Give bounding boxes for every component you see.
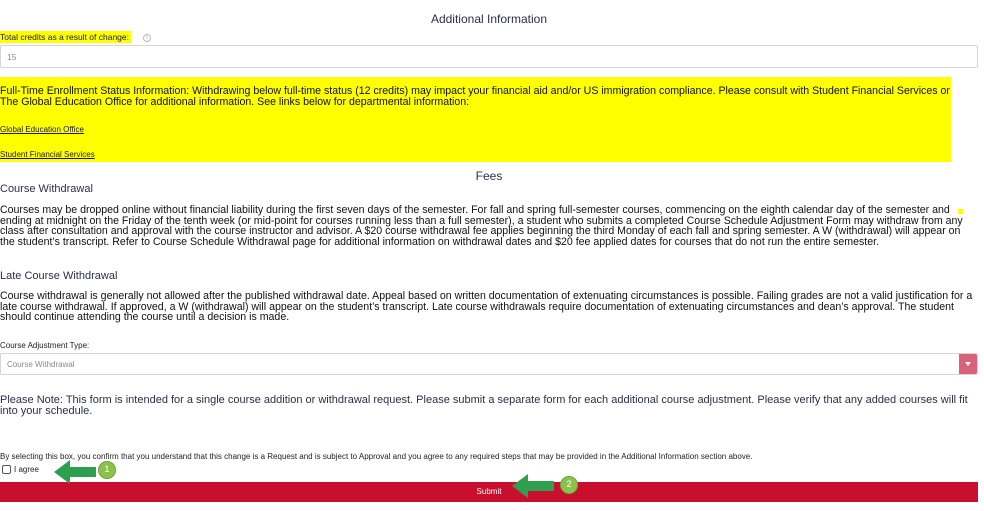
adjustment-type-select[interactable]: [0, 353, 978, 375]
global-education-office-link[interactable]: Global Education Office: [0, 125, 84, 134]
adjustment-type-label: Course Adjustment Type:: [0, 341, 90, 350]
total-credits-input[interactable]: [0, 45, 978, 68]
single-request-note: Please Note: This form is intended for a single course addition or withdrawal request. Please submit a separate form for each additional course adjustment. Please verify that any added courses will fit into your schedule.: [0, 394, 968, 417]
fees-title: Fees: [475, 169, 503, 183]
highlight-marker: [958, 209, 963, 214]
enrollment-status-notice: [0, 77, 951, 162]
confirmation-text: By selecting this box, you confirm that you understand that this change is a Request and is subject to Approval and you agree to any required steps that may be provided in the Additional Information section above.: [0, 452, 753, 461]
enrollment-status-text: Full-Time Enrollment Status Information: Withdrawing below full-time status (12 credits) may impact your financial aid and/or US immigration compliance. Please consult with Student Financial Services or The Global Education Office for additional information. See links below for departmental information:: [0, 85, 950, 108]
late-withdrawal-text: Course withdrawal is generally not allowed after the published withdrawal date. Appeal based on written documentation of extenuating circumstances is possible. Failing grades are not a valid justification for a late course withdrawal. If approved, a W (withdrawal) will appear on the student’s transcript. Late course withdrawals require documentation of extenuating circumstances and dean’s approval. The student should continue attending the course until a decision is made.: [0, 290, 973, 323]
total-credits-label: Total credits as a result of change:: [0, 32, 129, 42]
submit-button[interactable]: Submit: [0, 482, 978, 502]
agree-checkbox[interactable]: [2, 465, 11, 474]
agree-checkbox-label[interactable]: I agree: [14, 465, 39, 474]
course-withdrawal-text: Courses may be dropped online without financial liability during the first seven days of the semester. For fall and spring full-semester courses, commencing on the eighth calendar day of the semester and ending at midnight on the Friday of the tenth week (or mid-point for courses running less than a full semester), a student who submits a completed Course Schedule Adjustment Form may withdraw from any class after consultation and approval with the course instructor and advisor. A $20 course withdrawal fee applies beginning the third Monday of each fall and spring semester. A W (withdrawal) will appear on the student’s transcript. Refer to Course Schedule Withdrawal page for additional information on withdrawal dates and $20 fee applied dates for courses that do not run the entire semester.: [0, 204, 963, 248]
info-icon[interactable]: i: [143, 34, 151, 42]
course-withdrawal-heading: Course Withdrawal: [0, 183, 93, 195]
chevron-down-icon[interactable]: [959, 354, 977, 374]
additional-information-title: Additional Information: [430, 12, 548, 26]
annotation-marker-2: 2: [560, 476, 578, 494]
annotation-arrow-1-icon: [54, 458, 98, 486]
adjustment-type-value: Course Withdrawal: [7, 360, 75, 369]
annotation-arrow-2-icon: [512, 473, 556, 499]
late-withdrawal-heading: Late Course Withdrawal: [0, 270, 118, 282]
annotation-marker-1: 1: [98, 461, 116, 479]
student-financial-services-link[interactable]: Student Financial Services: [0, 150, 95, 159]
